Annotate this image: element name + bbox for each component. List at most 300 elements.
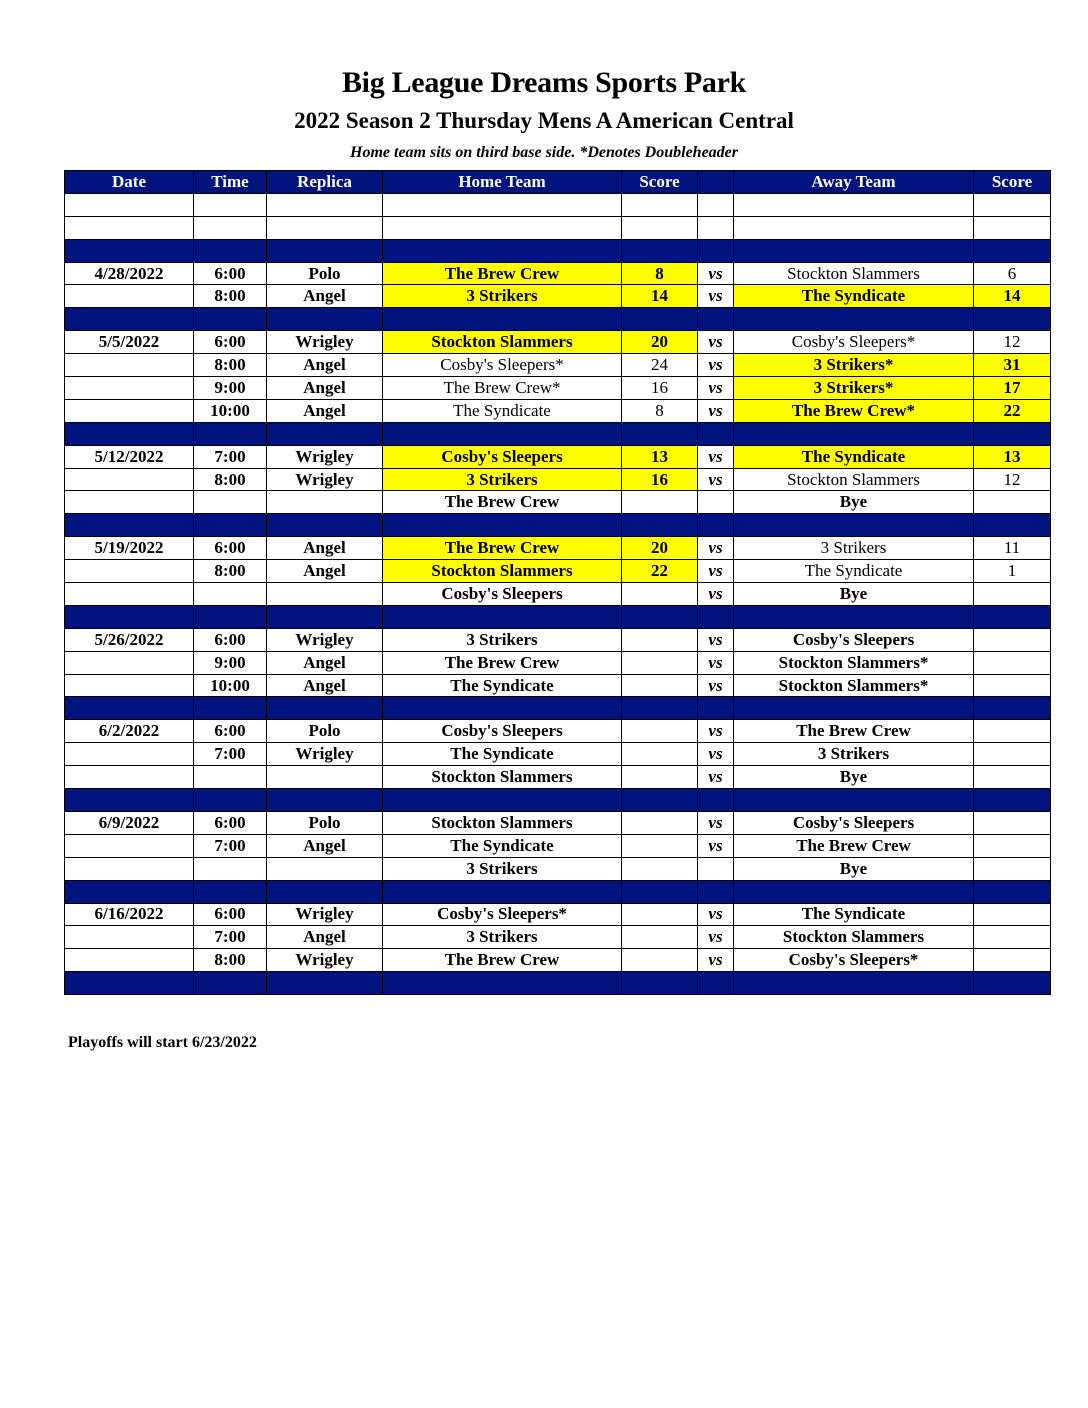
cell-time: 10:00 [194,674,267,697]
game-row [65,583,1051,606]
cell-home-score [622,193,698,216]
col-header-date: Date [65,171,194,194]
cell-date [65,285,194,308]
cell-home-team [383,789,622,812]
cell-away-team [734,605,974,628]
cell-replica [267,308,383,331]
cell-date [65,972,194,995]
cell-vs: vs [698,949,734,972]
cell-time [194,491,267,514]
cell-replica [267,491,383,514]
schedule-body [65,193,1051,994]
cell-away-score: 12 [974,468,1051,491]
cell-away-team: The Syndicate [734,445,974,468]
cell-away-score [974,857,1051,880]
cell-away-score [974,789,1051,812]
game-row [65,354,1051,377]
cell-away-team: The Brew Crew [734,834,974,857]
cell-replica [267,422,383,445]
cell-home-score [622,949,698,972]
cell-home-team: The Syndicate [383,674,622,697]
cell-date [65,193,194,216]
cell-vs: vs [698,262,734,285]
cell-time: 8:00 [194,354,267,377]
cell-home-team [383,605,622,628]
page-subtitle: 2022 Season 2 Thursday Mens A American Central [294,108,794,133]
cell-vs: vs [698,743,734,766]
col-header-home-score: Score [622,171,698,194]
game-row [65,834,1051,857]
cell-away-team [734,216,974,239]
cell-away-score [974,491,1051,514]
game-row [65,811,1051,834]
cell-date [65,216,194,239]
cell-away-team [734,514,974,537]
cell-away-team: 3 Strikers [734,537,974,560]
cell-home-team: 3 Strikers [383,468,622,491]
cell-date [65,674,194,697]
cell-home-team [383,216,622,239]
game-row [65,651,1051,674]
cell-home-team: The Brew Crew [383,651,622,674]
cell-home-team: The Brew Crew [383,262,622,285]
cell-vs [698,972,734,995]
cell-away-team [734,880,974,903]
game-row [65,926,1051,949]
cell-vs: vs [698,331,734,354]
cell-date: 4/28/2022 [65,262,194,285]
schedule-table [64,170,1051,995]
cell-home-score [622,308,698,331]
cell-home-team: Stockton Slammers [383,766,622,789]
cell-date [65,880,194,903]
cell-home-score [622,766,698,789]
cell-date [65,697,194,720]
game-row [65,285,1051,308]
cell-vs: vs [698,628,734,651]
cell-vs [698,789,734,812]
cell-vs [698,605,734,628]
cell-home-team: The Brew Crew [383,949,622,972]
cell-away-team [734,239,974,262]
cell-time [194,193,267,216]
cell-replica: Angel [267,285,383,308]
cell-home-team [383,193,622,216]
cell-time: 8:00 [194,560,267,583]
cell-vs: vs [698,445,734,468]
cell-home-team [383,972,622,995]
cell-home-team: The Syndicate [383,834,622,857]
cell-replica: Wrigley [267,949,383,972]
separator-row [65,697,1051,720]
cell-away-team: Bye [734,766,974,789]
cell-away-score: 6 [974,262,1051,285]
cell-date [65,834,194,857]
cell-replica [267,216,383,239]
col-header-away-team: Away Team [734,171,974,194]
cell-replica: Wrigley [267,468,383,491]
cell-time: 7:00 [194,926,267,949]
cell-vs: vs [698,674,734,697]
cell-home-team: Stockton Slammers [383,331,622,354]
cell-time [194,789,267,812]
separator-row [65,605,1051,628]
cell-time [194,422,267,445]
cell-time: 8:00 [194,468,267,491]
cell-vs [698,880,734,903]
cell-home-team: Stockton Slammers [383,811,622,834]
cell-away-score: 31 [974,354,1051,377]
cell-time: 6:00 [194,628,267,651]
game-row [65,491,1051,514]
cell-away-score [974,628,1051,651]
cell-away-team: Stockton Slammers* [734,674,974,697]
cell-date [65,789,194,812]
cell-replica [267,972,383,995]
cell-time: 6:00 [194,331,267,354]
cell-home-score: 20 [622,537,698,560]
cell-home-score [622,605,698,628]
cell-away-score: 12 [974,331,1051,354]
cell-date [65,651,194,674]
page-title: Big League Dreams Sports Park [341,66,747,99]
cell-date [65,468,194,491]
cell-home-score [622,216,698,239]
cell-home-score [622,743,698,766]
cell-away-team: Cosby's Sleepers* [734,949,974,972]
cell-date: 5/26/2022 [65,628,194,651]
cell-time: 6:00 [194,537,267,560]
cell-away-score [974,422,1051,445]
cell-away-score [974,720,1051,743]
game-row [65,857,1051,880]
cell-replica [267,605,383,628]
cell-away-team [734,308,974,331]
cell-date [65,514,194,537]
game-row [65,674,1051,697]
cell-date: 6/2/2022 [65,720,194,743]
cell-vs [698,422,734,445]
cell-home-score: 14 [622,285,698,308]
cell-date [65,949,194,972]
cell-away-score [974,811,1051,834]
cell-replica [267,697,383,720]
cell-date [65,377,194,400]
cell-home-score [622,972,698,995]
game-row [65,377,1051,400]
cell-home-team: 3 Strikers [383,628,622,651]
cell-away-score [974,193,1051,216]
game-row [65,949,1051,972]
cell-vs: vs [698,560,734,583]
cell-home-team: Cosby's Sleepers [383,583,622,606]
cell-home-team: Cosby's Sleepers* [383,903,622,926]
cell-home-team [383,880,622,903]
cell-replica: Angel [267,377,383,400]
cell-away-score [974,605,1051,628]
cell-time: 7:00 [194,834,267,857]
cell-vs: vs [698,651,734,674]
cell-home-score [622,628,698,651]
cell-away-team: Stockton Slammers [734,468,974,491]
separator-row [65,972,1051,995]
cell-home-team: The Brew Crew* [383,377,622,400]
cell-away-score [974,834,1051,857]
cell-date [65,857,194,880]
cell-home-team [383,239,622,262]
cell-home-team: The Brew Crew [383,537,622,560]
cell-away-team: The Brew Crew [734,720,974,743]
cell-away-score: 22 [974,399,1051,422]
cell-home-score [622,903,698,926]
cell-away-team: The Syndicate [734,560,974,583]
col-header-replica: Replica [267,171,383,194]
cell-replica: Angel [267,926,383,949]
cell-time: 10:00 [194,399,267,422]
cell-replica: Angel [267,399,383,422]
cell-home-team: Cosby's Sleepers* [383,354,622,377]
cell-home-team: Cosby's Sleepers [383,720,622,743]
cell-home-score [622,834,698,857]
cell-vs: vs [698,537,734,560]
cell-home-score: 24 [622,354,698,377]
cell-away-score [974,903,1051,926]
cell-vs: vs [698,926,734,949]
cell-away-score [974,308,1051,331]
cell-home-team: 3 Strikers [383,285,622,308]
cell-home-score: 16 [622,468,698,491]
cell-date [65,926,194,949]
header-row [65,171,1051,194]
cell-vs: vs [698,834,734,857]
playoffs-note: Playoffs will start 6/23/2022 [68,1034,257,1051]
cell-home-score [622,422,698,445]
cell-replica: Angel [267,354,383,377]
cell-away-team: 3 Strikers* [734,377,974,400]
cell-replica: Angel [267,537,383,560]
cell-date [65,399,194,422]
cell-time [194,216,267,239]
cell-time: 7:00 [194,743,267,766]
cell-date: 6/16/2022 [65,903,194,926]
cell-replica: Polo [267,811,383,834]
cell-home-team [383,422,622,445]
cell-time [194,308,267,331]
cell-date [65,308,194,331]
cell-vs [698,491,734,514]
cell-away-team: Stockton Slammers [734,926,974,949]
cell-home-team: The Syndicate [383,399,622,422]
cell-away-score [974,880,1051,903]
cell-replica: Wrigley [267,331,383,354]
cell-vs: vs [698,720,734,743]
cell-away-team: Bye [734,491,974,514]
cell-home-team: The Syndicate [383,743,622,766]
cell-time [194,239,267,262]
cell-home-score: 8 [622,262,698,285]
separator-row [65,308,1051,331]
game-row [65,399,1051,422]
cell-time [194,583,267,606]
cell-away-team [734,789,974,812]
cell-away-score: 17 [974,377,1051,400]
cell-time: 8:00 [194,949,267,972]
cell-away-score [974,239,1051,262]
cell-away-team [734,697,974,720]
cell-home-score: 8 [622,399,698,422]
separator-row [65,514,1051,537]
cell-replica [267,583,383,606]
cell-time [194,972,267,995]
cell-replica: Polo [267,720,383,743]
cell-away-team: The Brew Crew* [734,399,974,422]
cell-home-score [622,697,698,720]
cell-home-score [622,514,698,537]
cell-away-score [974,949,1051,972]
cell-away-team: Cosby's Sleepers [734,811,974,834]
cell-time [194,605,267,628]
blank-row [65,193,1051,216]
cell-vs: vs [698,377,734,400]
cell-time: 9:00 [194,377,267,400]
cell-date: 5/19/2022 [65,537,194,560]
cell-vs [698,308,734,331]
cell-vs: vs [698,583,734,606]
cell-replica [267,193,383,216]
cell-home-team: The Brew Crew [383,491,622,514]
cell-home-score [622,720,698,743]
cell-vs: vs [698,903,734,926]
cell-away-team: Cosby's Sleepers [734,628,974,651]
cell-replica: Wrigley [267,743,383,766]
cell-date [65,766,194,789]
game-row [65,262,1051,285]
cell-replica: Wrigley [267,445,383,468]
cell-away-team: 3 Strikers [734,743,974,766]
cell-vs: vs [698,285,734,308]
cell-replica [267,239,383,262]
cell-time [194,880,267,903]
cell-home-team: Stockton Slammers [383,560,622,583]
cell-vs: vs [698,468,734,491]
cell-away-team [734,972,974,995]
cell-home-team: 3 Strikers [383,926,622,949]
cell-replica [267,789,383,812]
col-header-home-team: Home Team [383,171,622,194]
cell-vs: vs [698,354,734,377]
cell-date [65,743,194,766]
cell-home-score [622,811,698,834]
cell-away-score [974,697,1051,720]
cell-time: 8:00 [194,285,267,308]
cell-away-score: 1 [974,560,1051,583]
cell-home-team: Cosby's Sleepers [383,445,622,468]
game-row [65,628,1051,651]
cell-date: 5/12/2022 [65,445,194,468]
cell-date [65,354,194,377]
cell-away-score [974,514,1051,537]
cell-home-score: 20 [622,331,698,354]
cell-time: 6:00 [194,811,267,834]
cell-replica: Wrigley [267,903,383,926]
game-row [65,766,1051,789]
cell-date [65,239,194,262]
cell-home-score: 22 [622,560,698,583]
cell-time [194,697,267,720]
cell-home-score [622,491,698,514]
cell-date [65,491,194,514]
col-header-away-score: Score [974,171,1051,194]
separator-row [65,789,1051,812]
cell-away-team [734,193,974,216]
col-header-time: Time [194,171,267,194]
cell-away-team: 3 Strikers* [734,354,974,377]
separator-row [65,880,1051,903]
cell-vs: vs [698,399,734,422]
cell-away-score [974,743,1051,766]
cell-time: 7:00 [194,445,267,468]
cell-replica: Angel [267,834,383,857]
cell-away-team: The Syndicate [734,285,974,308]
cell-date: 5/5/2022 [65,331,194,354]
cell-home-score: 13 [622,445,698,468]
cell-vs [698,239,734,262]
cell-vs: vs [698,811,734,834]
cell-away-score [974,216,1051,239]
cell-home-score [622,674,698,697]
cell-away-team [734,422,974,445]
cell-date: 6/9/2022 [65,811,194,834]
game-row [65,560,1051,583]
cell-home-team [383,697,622,720]
cell-home-score [622,583,698,606]
cell-away-team: Bye [734,583,974,606]
cell-home-score [622,651,698,674]
cell-away-score: 13 [974,445,1051,468]
cell-date [65,560,194,583]
schedule-note: Home team sits on third base side. *Denotes Doubleheader [350,144,738,161]
cell-replica: Angel [267,651,383,674]
cell-time: 6:00 [194,903,267,926]
cell-replica: Polo [267,262,383,285]
cell-away-team: Stockton Slammers* [734,651,974,674]
cell-home-team [383,308,622,331]
cell-away-score [974,926,1051,949]
cell-home-score [622,239,698,262]
cell-time [194,857,267,880]
cell-replica: Angel [267,674,383,697]
game-row [65,720,1051,743]
game-row [65,903,1051,926]
cell-time: 6:00 [194,262,267,285]
game-row [65,445,1051,468]
game-row [65,468,1051,491]
game-row [65,331,1051,354]
cell-away-score [974,651,1051,674]
cell-away-score [974,766,1051,789]
cell-replica [267,766,383,789]
cell-away-score [974,583,1051,606]
cell-vs: vs [698,766,734,789]
cell-replica [267,857,383,880]
cell-replica [267,880,383,903]
cell-date [65,422,194,445]
cell-vs [698,216,734,239]
cell-vs [698,193,734,216]
cell-vs [698,514,734,537]
game-row [65,743,1051,766]
cell-time: 9:00 [194,651,267,674]
